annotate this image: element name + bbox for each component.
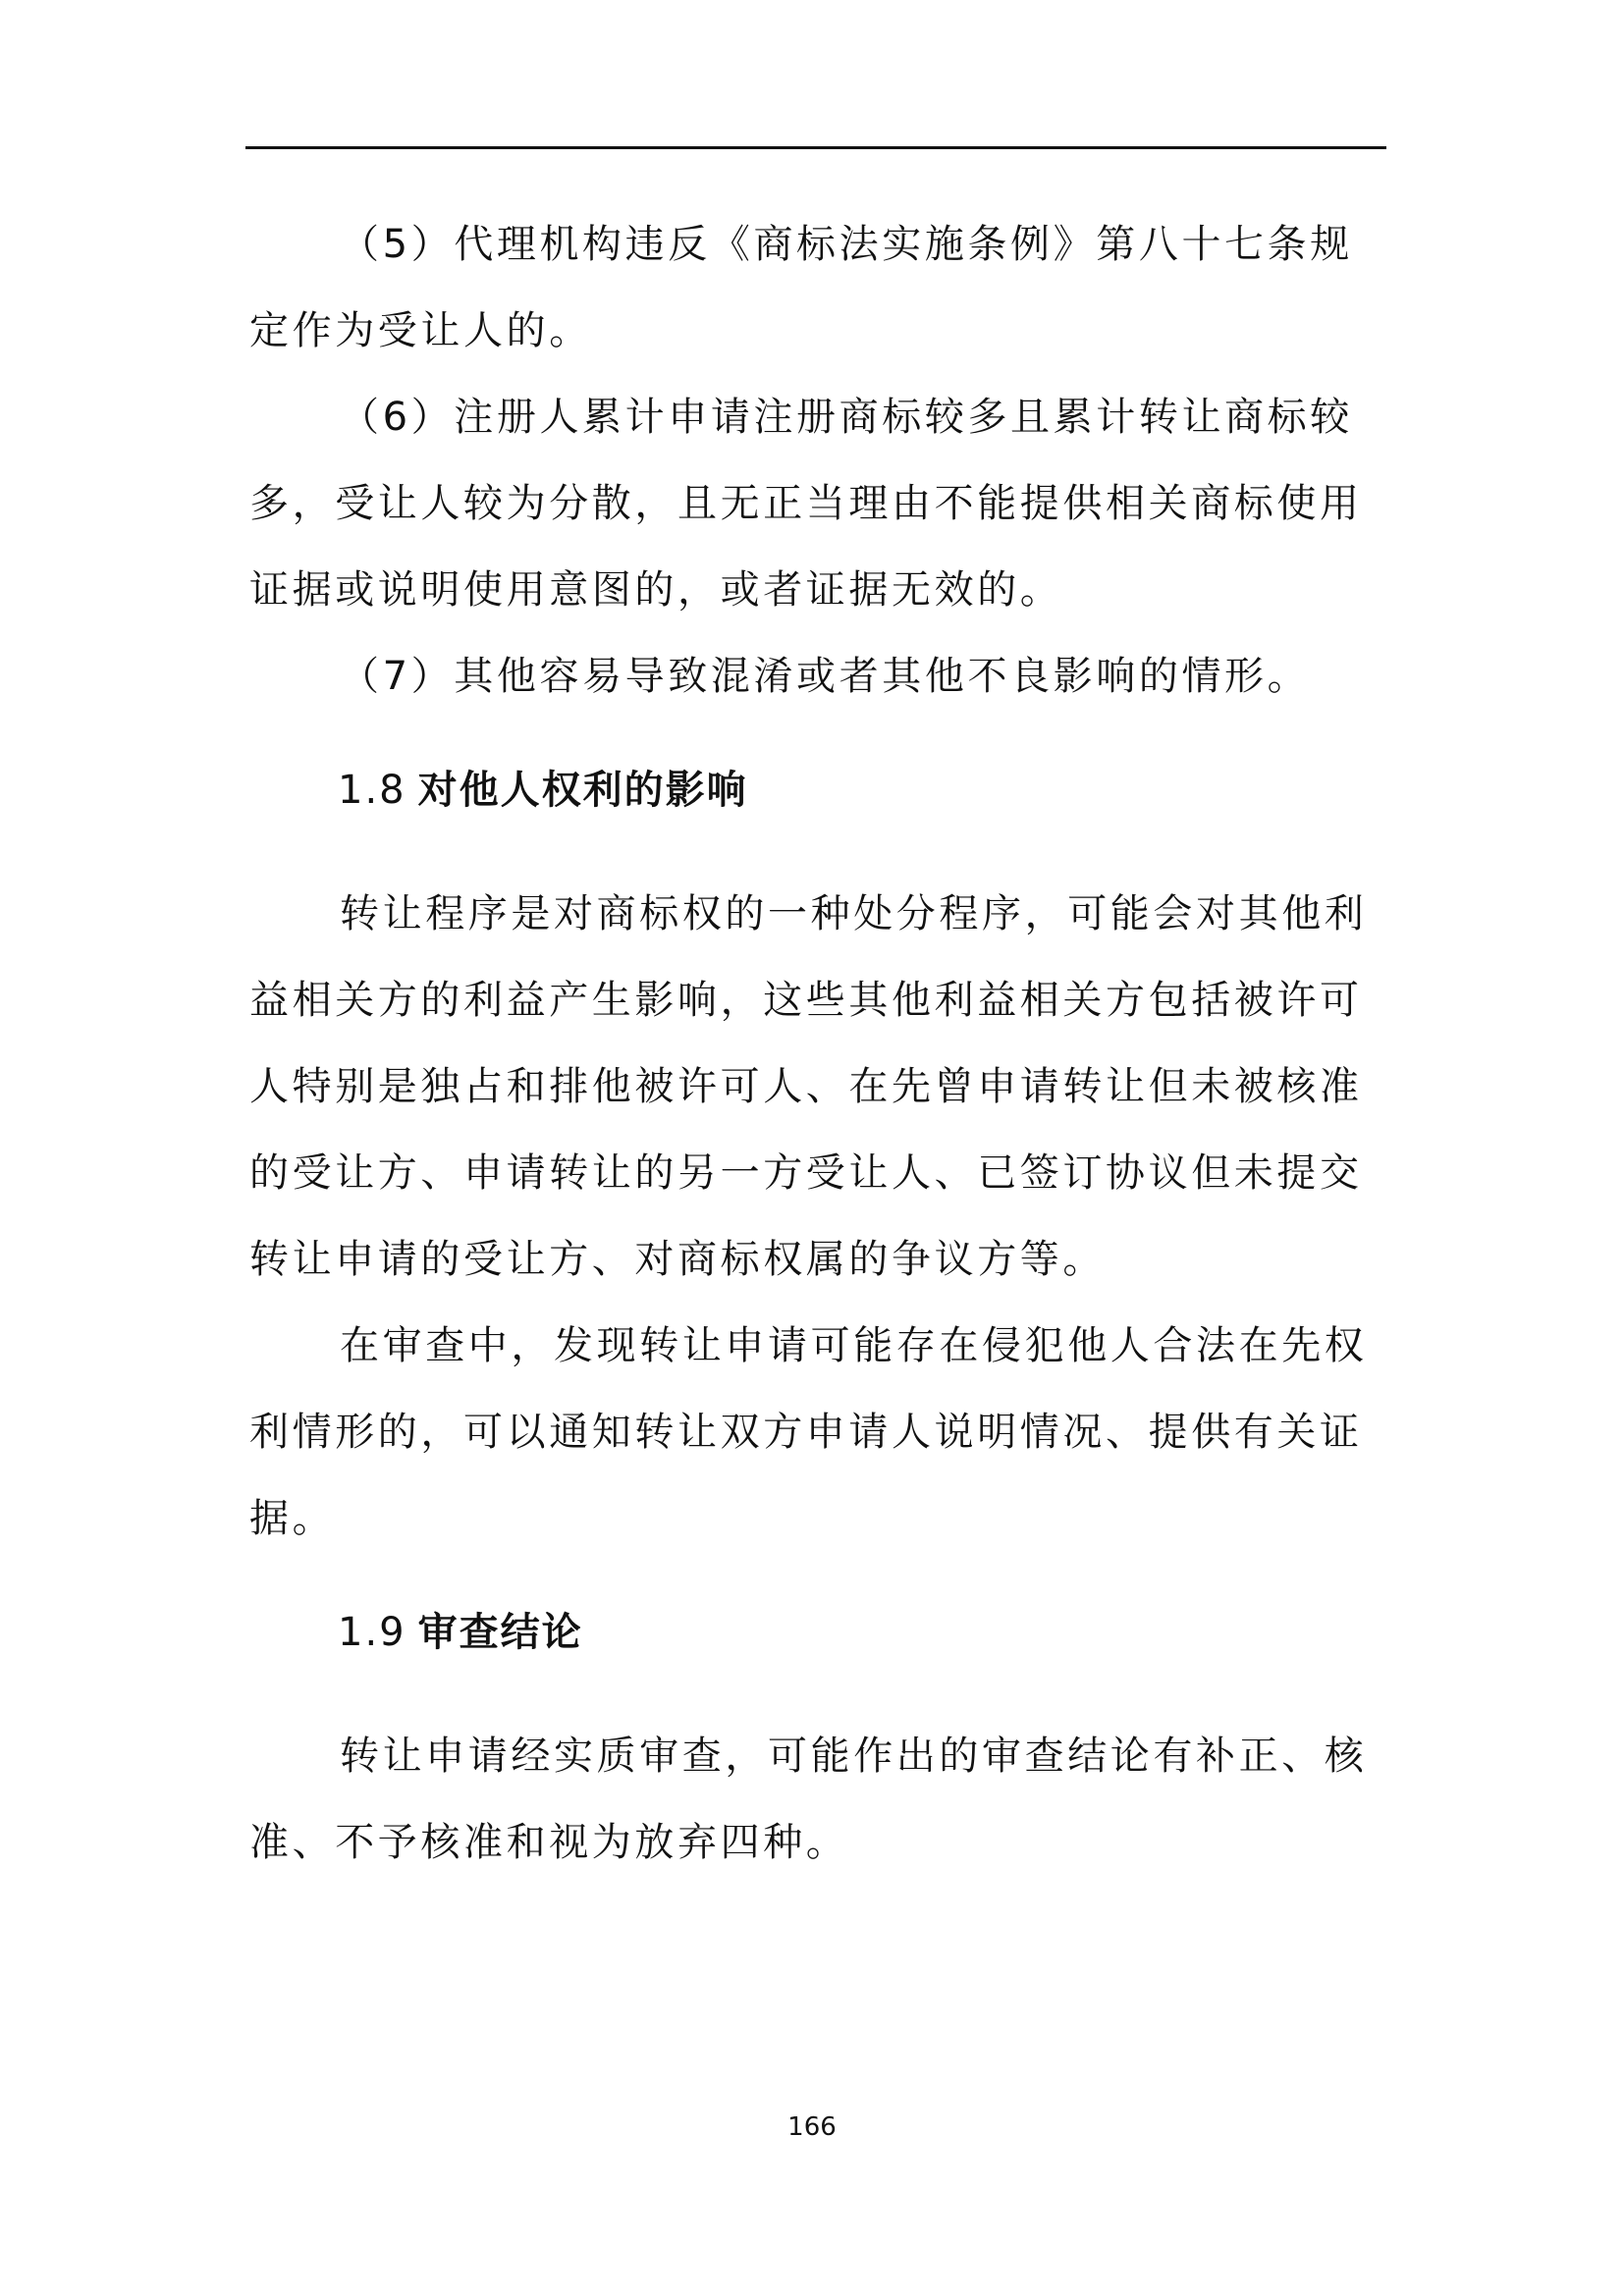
section-number: 1.8: [338, 768, 406, 813]
header-rule: [245, 146, 1386, 149]
paragraph-item-5: （5）代理机构违反《商标法实施条例》第八十七条规定作为受让人的。: [249, 222, 1353, 353]
paragraph-item-6: （6）注册人累计申请注册商标较多且累计转让商标较多，受让人较为分散，且无正当理由不能提供相关商标使用证据或说明使用意图的，或者证据无效的。: [249, 395, 1363, 613]
section-heading-1-9: [338, 1603, 583, 1662]
page-number: 166: [787, 2112, 837, 2142]
paragraph-item-7: （7）其他容易导致混淆或者其他不良影响的情形。: [340, 654, 1311, 699]
paragraph-conclusion: 转让申请经实质审查，可能作出的审查结论有补正、核准、不予核准和视为放弃四种。: [249, 1734, 1368, 1865]
section-title: 审查结论: [417, 1610, 583, 1655]
paragraph-review-notice: 在审查中，发现转让申请可能存在侵犯他人合法在先权利情形的，可以通知转让双方申请人说明情况、提供有关证据。: [249, 1323, 1368, 1541]
section-number: 1.9: [338, 1610, 406, 1655]
section-title: 对他人权利的影响: [417, 768, 748, 813]
paragraph-rights-impact: 转让程序是对商标权的一种处分程序，可能会对其他利益相关方的利益产生影响，这些其他利益相关方包括被许可人特别是独占和排他被许可人、在先曾申请转让但未被核准的受让方、申请转让的另一方受让人、已签订协议但未提交转让申请的受让方、对商标权属的争议方等。: [249, 891, 1368, 1282]
section-heading-1-8: [338, 761, 748, 820]
